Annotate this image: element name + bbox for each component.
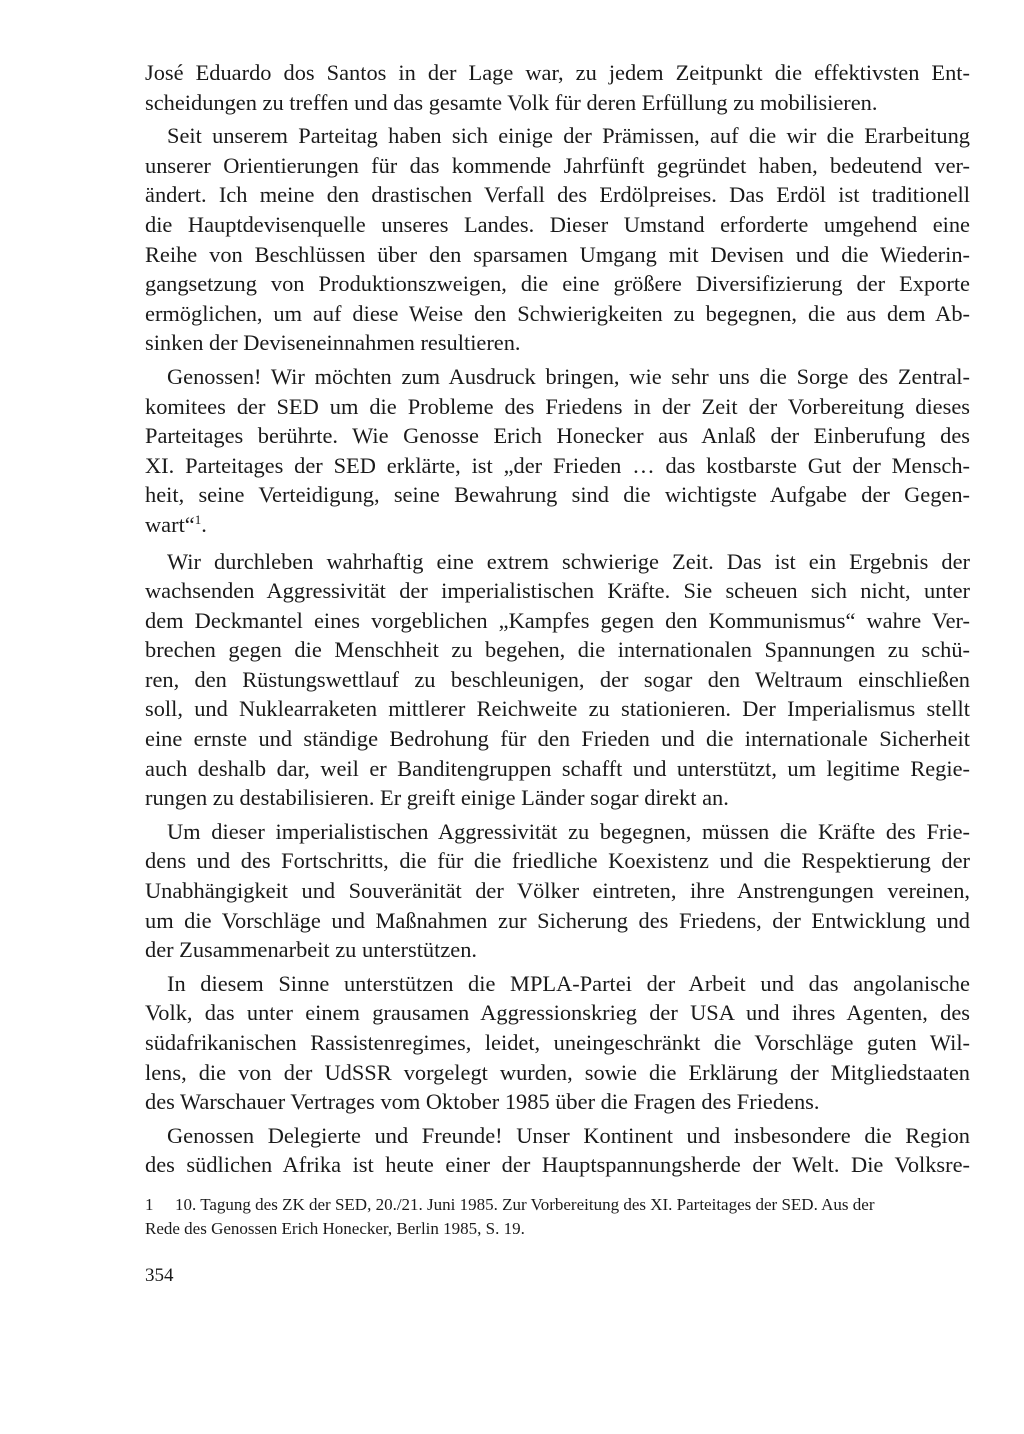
text-line: lens, die von der UdSSR vorgelegt wurden, sowie die Erklärung der Mitgliedstaaten: [145, 1059, 970, 1085]
text-line: brechen gegen die Menschheit zu begehen, die internationalen Spannungen zu schü-: [145, 637, 970, 663]
text-line: dens und des Fortschritts, die für die friedliche Koexistenz und die Respektierung der: [145, 848, 970, 874]
text-line: Reihe von Beschlüssen über den sparsamen Umgang mit Devisen und die Wiederin-: [145, 241, 970, 267]
text-line: [145, 510, 970, 543]
text-line: heit, seine Verteidigung, seine Bewahrung sind die wichtigste Aufgabe der Gegen-: [145, 482, 970, 508]
paragraph-1: [145, 58, 970, 117]
footnote-line: [145, 1193, 970, 1217]
page-number: 354: [145, 1265, 174, 1286]
text-line: José Eduardo dos Santos in der Lage war, zu jedem Zeitpunkt die effektivsten Ent-: [145, 60, 970, 85]
paragraph-4: [145, 547, 970, 813]
footnote-number: 1: [145, 1195, 154, 1214]
text-line: Genossen! Wir möchten zum Ausdruck bringen, wie sehr uns die Sorge des Zentral-: [167, 363, 970, 389]
text-line: ren, den Rüstungswettlauf zu beschleunigen, der sogar den Weltraum einschließen: [145, 666, 970, 692]
text-line: Parteitages berührte. Wie Genosse Erich Honecker aus Anlaß der Einberufung des: [145, 423, 970, 449]
text-line: ändert. Ich meine den drastischen Verfall des Erdölpreises. Das Erdöl ist traditionell: [145, 182, 970, 208]
text-line: um die Vorschläge und Maßnahmen zur Sicherung des Friedens, der Entwicklung und: [145, 907, 970, 933]
text-line: Genossen Delegierte und Freunde! Unser Kontinent und insbesondere die Region: [167, 1122, 970, 1148]
paragraph-6: [145, 969, 970, 1117]
text-line: Seit unserem Parteitag haben sich einige der Prämissen, auf die wir die Erarbeitung: [167, 123, 970, 149]
text-line: eine ernste und ständige Bedrohung für den Frieden und die internationale Sicherheit: [145, 726, 970, 752]
footnote-marker: 1: [194, 511, 202, 527]
text-line: soll, und Nuklearraketen mittlerer Reichweite zu stationieren. Der Imperialismus stellt: [145, 696, 970, 722]
text-line: Unabhängigkeit und Souveränität der Völker eintreten, ihre Anstrengungen vereinen,: [145, 878, 970, 904]
text-line: Um dieser imperialistischen Aggressivität zu begegnen, müssen die Kräfte des Frie-: [167, 818, 970, 844]
paragraph-5: [145, 817, 970, 965]
text-line: der Zusammenarbeit zu unterstützen.: [145, 937, 478, 963]
footnote-text: 10. Tagung des ZK der SED, 20./21. Juni 1985. Zur Vorbereitung des XI. Parteitages der SED. Aus der: [175, 1195, 875, 1214]
text-line: die Hauptdevisenquelle unseres Landes. Dieser Umstand erforderte umgehend eine: [145, 211, 970, 237]
text-line: des Warschauer Vertrages vom Oktober 1985 über die Fragen des Friedens.: [145, 1089, 820, 1115]
text-line: ermöglichen, um auf diese Weise den Schwierigkeiten zu begegnen, die aus dem Ab-: [145, 300, 970, 326]
text-line: sinken der Deviseneinnahmen resultieren.: [145, 330, 521, 356]
text-line: südafrikanischen Rassistenregimes, leidet, uneingeschränkt die Vorschläge guten Wil-: [145, 1030, 970, 1055]
footnote-line: Rede des Genossen Erich Honecker, Berlin 1985, S. 19.: [145, 1219, 525, 1238]
text-line: dem Deckmantel eines vorgeblichen „Kampfes gegen den Kommunismus“ wahre Ver-: [145, 607, 970, 633]
text-line: komitees der SED um die Probleme des Friedens in der Zeit der Vorbereitung dieses: [145, 393, 970, 419]
text-fragment: wart“: [145, 511, 195, 537]
paragraph-7: [145, 1121, 970, 1180]
text-line: In diesem Sinne unterstützen die MPLA-Partei der Arbeit und das angolanische: [167, 970, 970, 996]
text-line: rungen zu destabilisieren. Er greift einige Länder sogar direkt an.: [145, 785, 729, 811]
text-line: scheidungen zu treffen und das gesamte Volk für deren Erfüllung zu mobilisieren.: [145, 89, 878, 115]
body-text: [145, 58, 970, 1180]
paragraph-2: [145, 121, 970, 358]
text-line: gangsetzung von Produktionszweigen, die eine größere Diversifizierung der Exporte: [145, 271, 970, 297]
text-line: Volk, das unter einem grausamen Aggressionskrieg der USA und ihres Agenten, des: [145, 1000, 970, 1026]
text-line: auch deshalb dar, weil er Banditengruppen schafft und unterstützt, um legitime Regie-: [145, 755, 970, 781]
text-line: Wir durchleben wahrhaftig eine extrem schwierige Zeit. Das ist ein Ergebnis der: [167, 548, 970, 574]
text-line: unserer Orientierungen für das kommende Jahrfünft gegründet haben, bedeutend ver-: [145, 152, 970, 178]
text-line: wachsenden Aggressivität der imperialistischen Kräfte. Sie scheuen sich nicht, unter: [145, 578, 970, 604]
text-line: XI. Parteitages der SED erklärte, ist „der Frieden … das kostbarste Gut der Mensch-: [145, 452, 970, 478]
text-fragment: .: [201, 511, 207, 537]
paragraph-3: [145, 362, 970, 543]
footnote: [145, 1193, 970, 1241]
text-line: des südlichen Afrika ist heute einer der Hauptspannungsherde der Welt. Die Volksre-: [145, 1152, 970, 1178]
